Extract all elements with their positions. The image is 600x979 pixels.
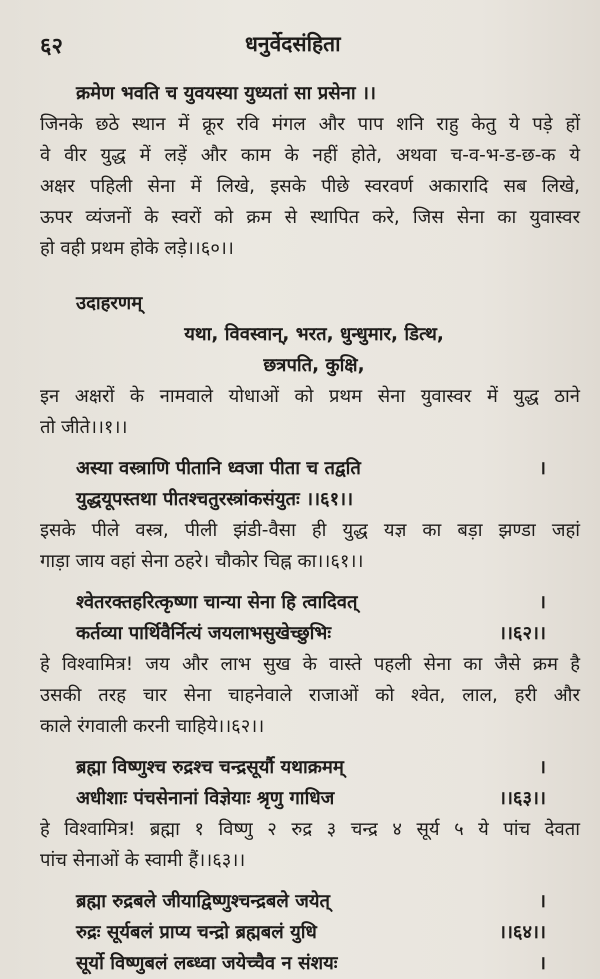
commentary-line: हे विश्वामित्र! ब्रह्मा १ विष्णु २ रुद्र ३ चन्द्र ४ सूर्य ५ ये पांच देवता [40,819,580,840]
commentary-line: ऊपर व्यंजनों के स्वरों को क्रम से स्थापित करे, जिस सेना का युवास्वर [40,207,580,228]
commentary-63 [40,814,588,876]
verse-line [40,618,546,649]
commentary-line: तो जीते।।१।। [40,417,128,438]
verse-mark: । [539,458,546,479]
verse-text: श्वेतरक्तहरित्कृष्णा चान्या सेना हि त्वादिवत् [76,592,358,613]
verse-mark: ।।६४।। [498,922,546,943]
verse-text: ब्रह्मा विष्णुश्च रुद्रश्च चन्द्रसूर्यौ यथाक्रमम् [76,757,344,778]
verse-line [40,783,546,814]
commentary-line: काले रंगवाली करनी चाहिये।।६२।। [40,716,265,737]
commentary-60 [40,109,588,264]
commentary-line: इन अक्षरों के नामवाले योधाओं को प्रथम सेना युवास्वर में युद्ध ठाने [40,386,580,407]
verse-text: ब्रह्मा रुद्रबले जीयाद्विष्णुश्चन्द्रबले जयेत् [76,891,331,912]
commentary-61 [40,515,588,577]
udaharan-names-line-2: छत्रपति, कुक्षि, [263,355,365,376]
verse-61 [40,453,588,515]
verse-mark: ।।६२।। [498,623,546,644]
page-header [40,30,580,62]
verse-line [40,752,546,783]
verse-text: अस्या वस्त्राणि पीतानि ध्वजा पीता च तद्वति [76,458,361,479]
verse-text: युद्धयूपस्तथा पीतश्चतुरस्त्रांकसंयुतः ।।६१।। [76,489,354,510]
commentary-line: उसकी तरह चार सेना चाहनेवाले राजाओं को श्वेत, लाल, हरी और [40,685,580,706]
commentary-line: इसके पीले वस्त्र, पीली झंडी-वैसा ही युद्ध यज्ञ का बड़ा झण्डा जहां [40,520,580,541]
verse-text: रुद्रः सूर्यबलं प्राप्य चन्द्रो ब्रह्मबलं युधि [76,922,317,943]
verse-60-tail: क्रमेण भवति च युवयस्या युध्यतां सा प्रसेना ।। [76,83,376,104]
commentary-line: पांच सेनाओं के स्वामी हैं।।६३।। [40,850,246,871]
verse-text: सूर्यो विष्णुबलं लब्ध्वा जयेच्चैव न संशयः [76,953,338,974]
verse-line [40,587,546,618]
verse-line [40,948,546,979]
verse-line [40,886,546,917]
verse-mark: ।।६३।। [498,788,546,809]
commentary-62 [40,649,588,742]
verse-text: कर्तव्या पार्थिवैर्नित्यं जयलाभसुखेच्छुभिः [76,623,332,644]
commentary-line: गाड़ा जाय वहां सेना ठहरे। चौकोर चिह्न का।।६१।। [40,551,364,572]
commentary-line: जिनके छठे स्थान में क्रूर रवि मंगल और पाप शनि राहु केतु ये पड़े हों [40,114,580,135]
verse-63 [40,752,588,814]
verse-mark: । [539,757,546,778]
verse-text: अधीशाः पंचसेनानां विज्ञेयाः श्रृणु गाधिज [76,788,335,809]
commentary-line: हे विश्वामित्र! जय और लाभ सुख के वास्ते पहली सेना का जैसे क्रम है [40,654,580,675]
verse-line [40,484,588,515]
page-content [40,78,588,979]
verse-mark: । [539,592,546,613]
commentary-line: अक्षर पहिली सेना में लिखे, इसके पीछे स्वरवर्ण अकारादि सब लिखे, [40,176,580,197]
verse-line [40,917,546,948]
commentary-line: हो वही प्रथम होके लड़े।।६०।। [40,238,234,259]
running-title: धनुर्वेदसंहिता [245,32,341,56]
verse-mark: । [539,891,546,912]
verse-line [40,453,546,484]
commentary-udaharan [40,381,588,443]
verse-mark: । [539,953,546,974]
udaharan-names-line-1: यथा, विवस्वान्, भरत, धुन्धुमार, डित्थ, [184,324,444,345]
commentary-line: वे वीर युद्ध में लड़ें और काम के नहीं होते, अथवा च-व-भ-ड-छ-क ये [40,145,580,166]
verse-62 [40,587,588,649]
udaharan-heading: उदाहरणम् [76,293,143,314]
page-number: ६२ [40,34,63,59]
verse-64 [40,886,588,979]
